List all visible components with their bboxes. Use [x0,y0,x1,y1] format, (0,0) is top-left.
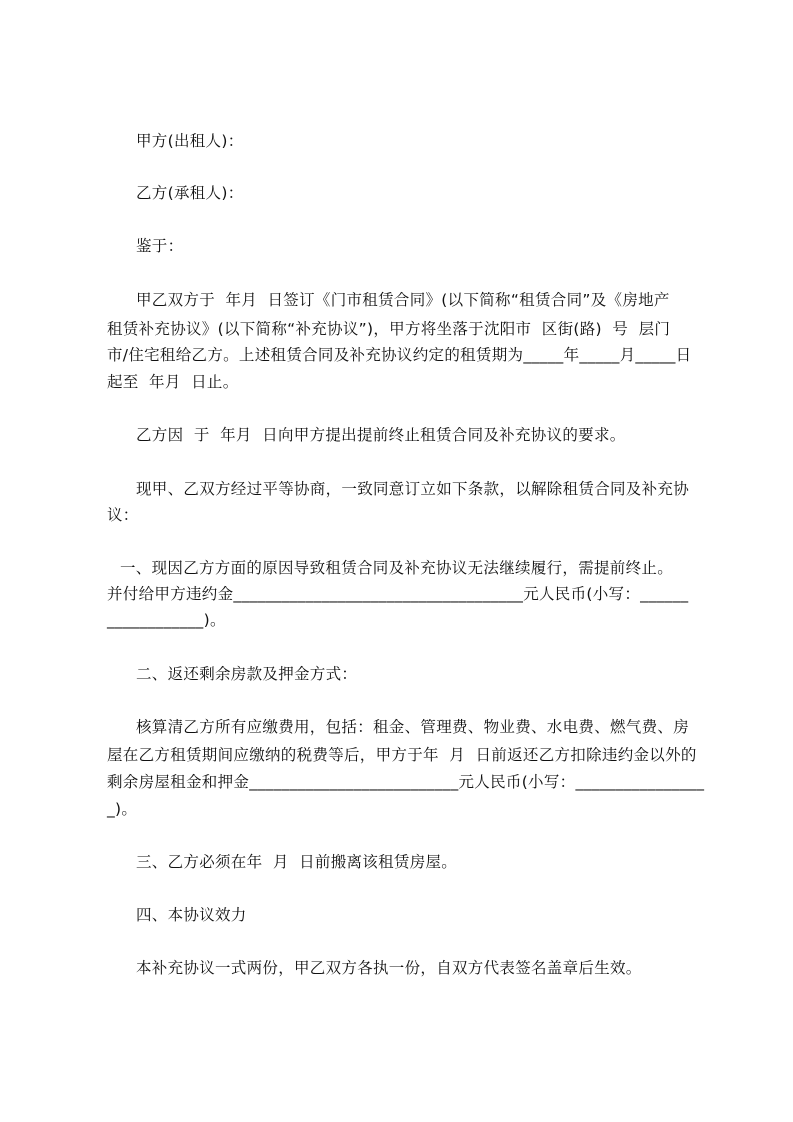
clause-line: 一、现因乙方方面的原因导致租赁合同及补充协议无法继续履行，需提前终止。 [120,559,674,577]
clause-line: 核算清乙方所有应缴费用，包括：租金、管理费、物业费、水电费、燃气费、房 [136,718,690,736]
clause-line: 并付给甲方违约金____________________________________元人民币(小写：______ [107,585,689,603]
party-a-line: 甲方(出租人)： [136,132,244,150]
clause-line: ____________)。 [107,611,226,629]
paragraph-line: 起至 年月 日止。 [107,373,239,391]
paragraph-line: 现甲、乙双方经过平等协商，一致同意订立如下条款，以解除租赁合同及补充协 [136,480,690,498]
paragraph-line: 市/住宅租给乙方。上述租赁合同及补充协议约定的租赁期为_____年_____月_____日 [107,346,692,364]
party-b-line: 乙方(承租人)： [136,184,244,202]
clause-title: 四、本协议效力 [136,906,247,924]
paragraph-line: 议： [107,506,139,524]
paragraph-line: 租赁补充协议》(以下简称“补充协议”)，甲方将坐落于沈阳市 区街(路) 号 层门 [107,320,671,338]
paragraph-line: 甲乙双方于 年月 日签订《门市租赁合同》(以下简称“租赁合同”及《房地产 [136,291,670,309]
paragraph-line: 乙方因 于 年月 日向甲方提出提前终止租赁合同及补充协议的要求。 [136,426,626,444]
clause-line: _)。 [107,800,138,818]
clause-line: 屋在乙方租赁期间应缴纳的税费等后，甲方于年 月 日前返还乙方扣除违约金以外的 [107,746,697,764]
clause-line: 剩余房屋租金和押金__________________________元人民币(小写：________________ [107,773,705,791]
whereas-line: 鉴于： [136,237,184,255]
clause-line: 本补充协议一式两份，甲乙双方各执一份，自双方代表签名盖章后生效。 [136,959,642,977]
clause-line: 三、乙方必须在年 月 日前搬离该租赁房屋。 [136,853,458,871]
clause-title: 二、返还剩余房款及押金方式： [136,665,358,683]
